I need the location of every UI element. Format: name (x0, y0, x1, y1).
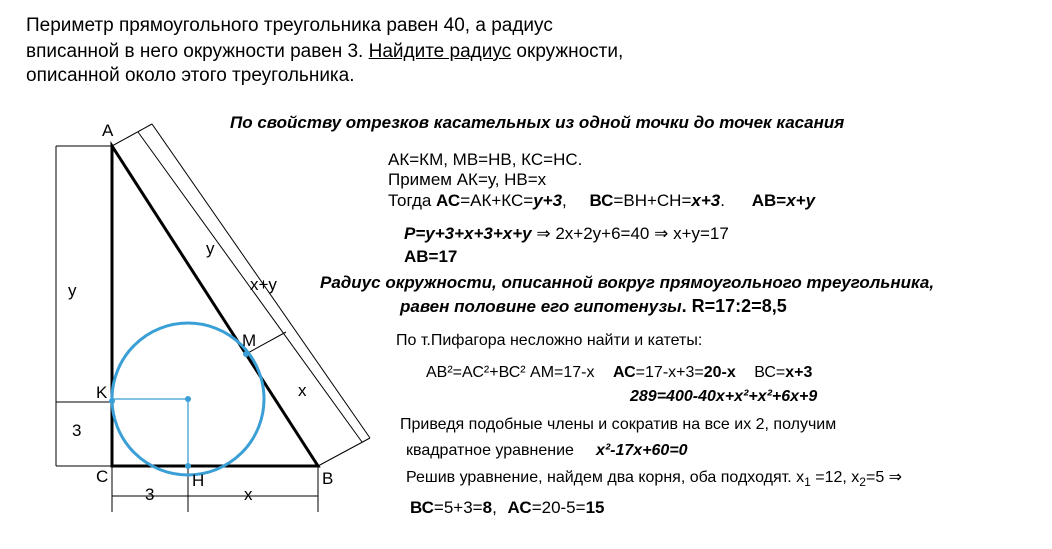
label-side-3: 3 (72, 421, 82, 440)
bc-value-2: х+3 (785, 364, 813, 381)
tangent-point-m (243, 351, 249, 357)
ab-value: х+у (786, 191, 816, 210)
label-hyp-x: x (298, 381, 307, 400)
tangent-point-h (185, 463, 191, 469)
right-triangle (112, 146, 318, 466)
final-ac-expr: =20-5= (531, 498, 586, 517)
comma-1: , (562, 191, 567, 210)
pythagoras-intro: По т.Пифагора несложно найти и катеты: (396, 332, 703, 349)
heading-circumradius-2-text: равен половине его гипотенузы (400, 297, 682, 316)
ab-label: АВ (751, 191, 777, 210)
perimeter-result: ⇒ 2х+2у+6=40 ⇒ х+у=17 (531, 224, 729, 243)
label-M: M (242, 331, 257, 350)
label-bottom-3: 3 (145, 485, 155, 504)
final-bc-label: ВС (410, 498, 434, 517)
bc-value: х+3 (691, 191, 721, 210)
label-side-y: y (68, 281, 77, 300)
label-hyp-xy: x+y (250, 275, 277, 294)
final-answer-line (410, 498, 605, 518)
pythagoras-line (426, 363, 812, 383)
heading-tangent-property: По свойству отрезков касательных из одной точки до точек касания (230, 113, 845, 132)
perimeter-line (404, 224, 729, 244)
final-bc-value: 8 (482, 498, 493, 517)
roots-text-3: =5 ⇒ (865, 469, 903, 486)
label-B: B (322, 469, 334, 488)
ac-label-2: АС (612, 364, 636, 381)
label-C: C (96, 467, 109, 486)
final-bc-expr: =5+3= (433, 498, 483, 517)
label-H: H (192, 471, 205, 490)
final-comma: , (492, 498, 497, 517)
solution-line-1: АК=КМ, МВ=НВ, КС=НС. (388, 150, 583, 169)
problem-line-3: описанной около этого треугольника. (26, 65, 355, 86)
ac-value: у+3 (533, 191, 563, 210)
quadratic-equation: х²-17х+60=0 (595, 442, 688, 459)
quadratic-label: квадратное уравнение (406, 442, 574, 459)
simplify-line: Приведя подобные члены и сократив на все их 2, получим (400, 416, 837, 433)
tangent-point-k (109, 398, 115, 404)
problem-task-underlined: Найдите радиус (368, 41, 512, 62)
roots-text: Решив уравнение, найдем два корня, оба подходят. х (406, 469, 805, 486)
label-hyp-y: y (206, 239, 215, 258)
root-1-sub: 1 (804, 475, 811, 489)
solution-line-3 (388, 191, 815, 211)
final-ac-value: 15 (585, 498, 605, 517)
ab-eq: = (776, 191, 787, 210)
then-word: Тогда (388, 191, 437, 210)
problem-line-1: Периметр прямоугольного треугольника равен 40, а радиус (26, 15, 553, 36)
bc-eq-2: = (775, 364, 786, 381)
expanded-equation: 289=400-40х+х²+х²+6х+9 (630, 388, 818, 405)
roots-text-2: =12, х (810, 469, 860, 486)
problem-line-2-c: окружности, (511, 41, 624, 62)
final-ac-label: АС (507, 498, 532, 517)
dim-tick-b-hyp (318, 438, 370, 466)
ac-expr-2: =17-х+3= (635, 364, 704, 381)
problem-line-2-a: вписанной в него окружности равен 3. (26, 41, 369, 62)
ab-result: АВ=17 (404, 247, 458, 266)
root-2-sub: 2 (859, 475, 866, 489)
incenter-point (185, 396, 191, 402)
label-bottom-x: x (244, 485, 253, 504)
solution-line-2: Примем АК=у, НВ=х (388, 170, 547, 189)
perimeter-expr: Р=у+3+х+3+х+у (404, 224, 532, 243)
roots-line (406, 468, 902, 492)
ac-label: АС (436, 191, 461, 210)
heading-circumradius-1: Радиус окружности, описанной вокруг прямоугольного треугольника, (320, 273, 935, 292)
pythagoras-eq: АВ²=АС²+ВС² АМ=17-х (426, 364, 595, 381)
label-A: A (102, 121, 114, 140)
bc-label-2: ВС (754, 364, 776, 381)
ac-expr: =АК+КС= (460, 191, 534, 210)
ac-value-2: 20-х (703, 364, 736, 381)
label-K: K (96, 383, 108, 402)
quadratic-line (406, 441, 688, 461)
bc-label: ВС (589, 191, 614, 210)
dot-1: . (720, 191, 725, 210)
r-result: . R=17:2=8,5 (681, 296, 787, 316)
heading-circumradius-2 (400, 296, 787, 317)
bc-expr: =ВН+СН= (613, 191, 692, 210)
